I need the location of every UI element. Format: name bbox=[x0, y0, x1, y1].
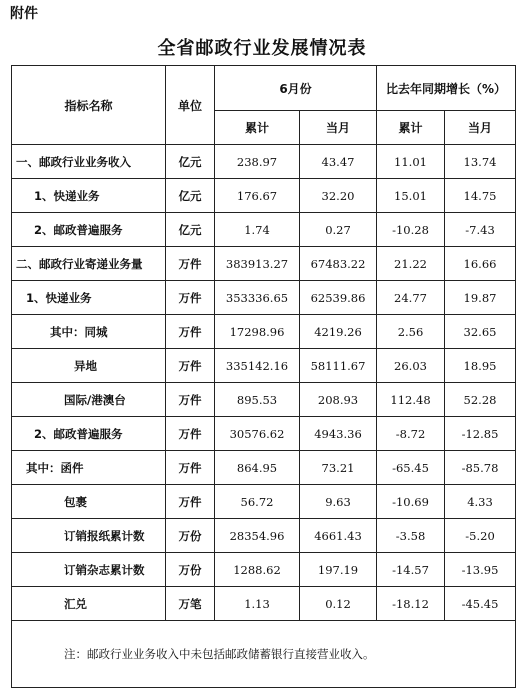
row-current-month: 73.21 bbox=[300, 451, 377, 485]
row-name: 异地 bbox=[12, 349, 166, 383]
row-current-month: 0.12 bbox=[300, 587, 377, 621]
row-yoy-cumulative: 112.48 bbox=[377, 383, 445, 417]
row-name: 其中：函件 bbox=[12, 451, 166, 485]
row-unit: 万件 bbox=[166, 349, 215, 383]
row-name: 国际/港澳台 bbox=[12, 383, 166, 417]
row-unit: 万份 bbox=[166, 553, 215, 587]
row-name: 一、邮政行业业务收入 bbox=[12, 145, 166, 179]
table-row bbox=[12, 417, 516, 451]
row-yoy-current-month: 14.75 bbox=[445, 179, 516, 213]
table-row bbox=[12, 247, 516, 281]
table-row bbox=[12, 519, 516, 553]
row-cumulative: 28354.96 bbox=[215, 519, 300, 553]
row-current-month: 43.47 bbox=[300, 145, 377, 179]
note-row bbox=[12, 621, 516, 688]
row-name: 2、邮政普遍服务 bbox=[12, 417, 166, 451]
row-yoy-cumulative: 26.03 bbox=[377, 349, 445, 383]
row-name: 订销杂志累计数 bbox=[12, 553, 166, 587]
row-unit: 万件 bbox=[166, 451, 215, 485]
row-unit: 万件 bbox=[166, 485, 215, 519]
table-row bbox=[12, 485, 516, 519]
row-yoy-cumulative: 21.22 bbox=[377, 247, 445, 281]
row-name: 二、邮政行业寄递业务量 bbox=[12, 247, 166, 281]
row-name: 1、快递业务 bbox=[12, 179, 166, 213]
table-row bbox=[12, 145, 516, 179]
header-yoy: 比去年同期增长（%） bbox=[377, 66, 516, 111]
row-yoy-cumulative: 15.01 bbox=[377, 179, 445, 213]
row-cumulative: 238.97 bbox=[215, 145, 300, 179]
row-yoy-current-month: 13.74 bbox=[445, 145, 516, 179]
row-yoy-current-month: -85.78 bbox=[445, 451, 516, 485]
row-cumulative: 335142.16 bbox=[215, 349, 300, 383]
row-cumulative: 895.53 bbox=[215, 383, 300, 417]
row-cumulative: 383913.27 bbox=[215, 247, 300, 281]
footnote: 注：邮政行业业务收入中未包括邮政储蓄银行直接营业收入。 bbox=[12, 621, 516, 688]
row-yoy-cumulative: -3.58 bbox=[377, 519, 445, 553]
header-current-month: 当月 bbox=[300, 111, 377, 145]
row-yoy-current-month: -13.95 bbox=[445, 553, 516, 587]
row-unit: 亿元 bbox=[166, 179, 215, 213]
page-title: 全省邮政行业发展情况表 bbox=[157, 38, 367, 59]
row-yoy-current-month: 18.95 bbox=[445, 349, 516, 383]
header-unit: 单位 bbox=[166, 66, 215, 145]
row-yoy-cumulative: 2.56 bbox=[377, 315, 445, 349]
row-current-month: 62539.86 bbox=[300, 281, 377, 315]
row-yoy-current-month: 52.28 bbox=[445, 383, 516, 417]
row-yoy-cumulative: 24.77 bbox=[377, 281, 445, 315]
row-cumulative: 1.13 bbox=[215, 587, 300, 621]
row-cumulative: 864.95 bbox=[215, 451, 300, 485]
row-current-month: 0.27 bbox=[300, 213, 377, 247]
postal-stats-table bbox=[11, 65, 516, 688]
row-current-month: 9.63 bbox=[300, 485, 377, 519]
table-row bbox=[12, 213, 516, 247]
row-name: 订销报纸累计数 bbox=[12, 519, 166, 553]
table-row bbox=[12, 451, 516, 485]
table-row bbox=[12, 179, 516, 213]
row-unit: 万件 bbox=[166, 417, 215, 451]
header-yoy-current-month: 当月 bbox=[445, 111, 516, 145]
table-row bbox=[12, 553, 516, 587]
header-cumulative: 累计 bbox=[215, 111, 300, 145]
row-yoy-cumulative: -65.45 bbox=[377, 451, 445, 485]
row-current-month: 4219.26 bbox=[300, 315, 377, 349]
table-row bbox=[12, 349, 516, 383]
row-yoy-cumulative: -10.28 bbox=[377, 213, 445, 247]
row-unit: 万件 bbox=[166, 315, 215, 349]
row-cumulative: 17298.96 bbox=[215, 315, 300, 349]
row-cumulative: 176.67 bbox=[215, 179, 300, 213]
row-yoy-current-month: -12.85 bbox=[445, 417, 516, 451]
row-yoy-current-month: -7.43 bbox=[445, 213, 516, 247]
row-yoy-cumulative: -8.72 bbox=[377, 417, 445, 451]
row-name: 包裹 bbox=[12, 485, 166, 519]
row-yoy-current-month: 19.87 bbox=[445, 281, 516, 315]
row-name: 1、快递业务 bbox=[12, 281, 166, 315]
row-current-month: 67483.22 bbox=[300, 247, 377, 281]
row-yoy-current-month: 32.65 bbox=[445, 315, 516, 349]
row-yoy-current-month: 16.66 bbox=[445, 247, 516, 281]
row-cumulative: 30576.62 bbox=[215, 417, 300, 451]
row-cumulative: 1288.62 bbox=[215, 553, 300, 587]
table-row bbox=[12, 587, 516, 621]
row-yoy-cumulative: -18.12 bbox=[377, 587, 445, 621]
row-current-month: 4943.36 bbox=[300, 417, 377, 451]
row-current-month: 4661.43 bbox=[300, 519, 377, 553]
table-row bbox=[12, 383, 516, 417]
row-unit: 万件 bbox=[166, 383, 215, 417]
row-unit: 万笔 bbox=[166, 587, 215, 621]
row-current-month: 208.93 bbox=[300, 383, 377, 417]
row-unit: 万份 bbox=[166, 519, 215, 553]
header-indicator: 指标名称 bbox=[12, 66, 166, 145]
row-name: 汇兑 bbox=[12, 587, 166, 621]
row-yoy-current-month: 4.33 bbox=[445, 485, 516, 519]
row-yoy-cumulative: -14.57 bbox=[377, 553, 445, 587]
row-cumulative: 1.74 bbox=[215, 213, 300, 247]
header-month: 6月份 bbox=[215, 66, 377, 111]
row-cumulative: 56.72 bbox=[215, 485, 300, 519]
row-name: 其中：同城 bbox=[12, 315, 166, 349]
row-current-month: 32.20 bbox=[300, 179, 377, 213]
table-row bbox=[12, 281, 516, 315]
row-current-month: 58111.67 bbox=[300, 349, 377, 383]
row-unit: 万件 bbox=[166, 281, 215, 315]
row-current-month: 197.19 bbox=[300, 553, 377, 587]
header-yoy-cumulative: 累计 bbox=[377, 111, 445, 145]
row-yoy-cumulative: 11.01 bbox=[377, 145, 445, 179]
row-unit: 亿元 bbox=[166, 213, 215, 247]
row-unit: 万件 bbox=[166, 247, 215, 281]
row-cumulative: 353336.65 bbox=[215, 281, 300, 315]
row-unit: 亿元 bbox=[166, 145, 215, 179]
row-name: 2、邮政普遍服务 bbox=[12, 213, 166, 247]
row-yoy-current-month: -45.45 bbox=[445, 587, 516, 621]
row-yoy-current-month: -5.20 bbox=[445, 519, 516, 553]
attachment-label: 附件 bbox=[10, 6, 38, 22]
table-row bbox=[12, 315, 516, 349]
row-yoy-cumulative: -10.69 bbox=[377, 485, 445, 519]
